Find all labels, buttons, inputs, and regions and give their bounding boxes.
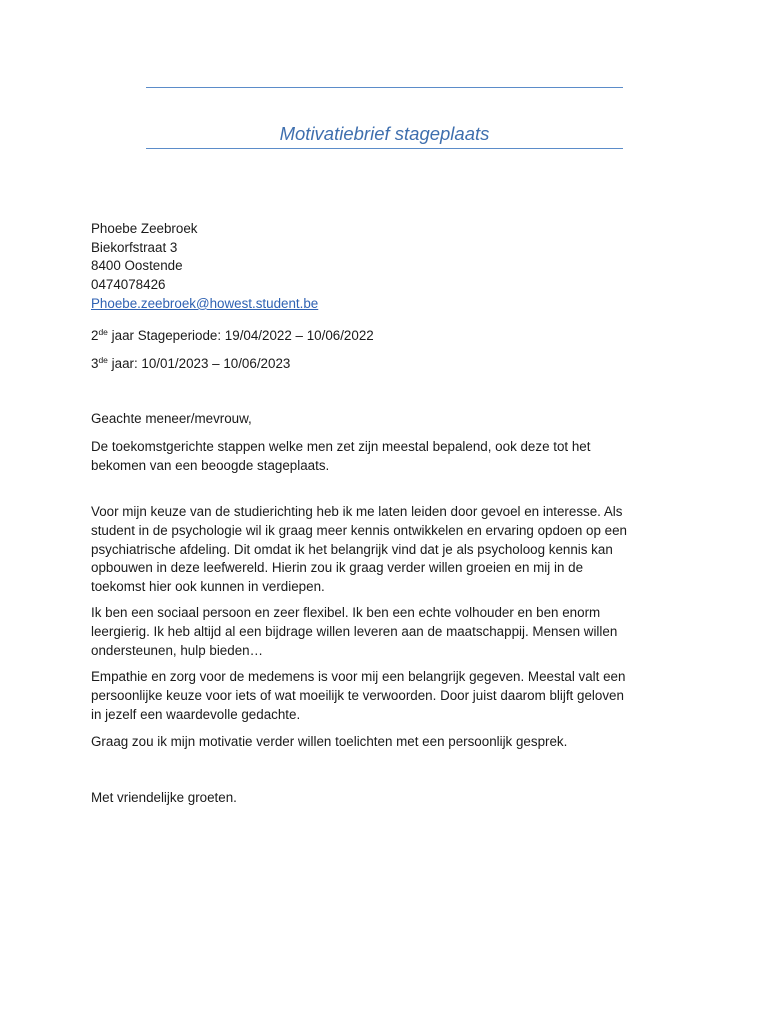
- paragraph-line: opbouwen in deze leefwereld. Hierin zou ik graag verder willen groeien en mij in de: [91, 560, 584, 576]
- paragraph-line: Voor mijn keuze van de studierichting heb ik me laten leiden door gevoel en interesse. Als: [91, 504, 623, 519]
- paragraph-5: [91, 733, 681, 752]
- paragraph-line: psychiatrische afdeling. Dit omdat ik het belangrijk vind dat je als psycholoog kennis kan: [91, 541, 613, 557]
- sender-street: Biekorfstraat 3: [91, 239, 178, 255]
- paragraph-line: bekomen van een beoogde stageplaats.: [91, 457, 330, 473]
- closing: [91, 789, 681, 808]
- period-year-number: 2: [91, 328, 99, 343]
- sender-email-link[interactable]: Phoebe.zeebroek@howest.student.be: [91, 295, 319, 311]
- period-year-number: 3: [91, 356, 99, 371]
- period-year-suffix: de: [98, 327, 108, 337]
- document-title: Motivatiebrief stageplaats: [279, 123, 490, 144]
- paragraph-line: persoonlijke keuze voor iets of wat moeilijk te verwoorden. Door juist daarom blijft geloven: [91, 687, 624, 703]
- internship-period-year-2: [91, 327, 374, 345]
- paragraph-3: [91, 604, 681, 660]
- paragraph-line: leergierig. Ik heb altijd al een bijdrage willen leveren aan de maatschappij. Mensen willen: [91, 623, 618, 639]
- salutation-text: Geachte meneer/mevrouw,: [91, 411, 252, 426]
- sender-city: 8400 Oostende: [91, 258, 183, 274]
- title-rule-bottom: [146, 148, 623, 149]
- paragraph-line: in jezelf een waardevolle gedachte.: [91, 706, 301, 722]
- sender-address-block: [91, 220, 681, 314]
- internship-period-year-3: [91, 355, 290, 373]
- title-rule-top: [146, 87, 623, 88]
- sender-email-line: [91, 295, 681, 314]
- paragraph-line: Empathie en zorg voor de medemens is voor mij een belangrijk gegeven. Meestal valt een: [91, 669, 626, 684]
- period-text: jaar: 10/01/2023 – 10/06/2023: [107, 356, 291, 371]
- sender-name: Phoebe Zeebroek: [91, 221, 198, 236]
- paragraph-line: Graag zou ik mijn motivatie verder willen toelichten met een persoonlijk gesprek.: [91, 734, 568, 749]
- paragraph-line: student in de psychologie wil ik graag meer kennis ontwikkelen en ervaring opdoen op een: [91, 522, 627, 538]
- closing-text: Met vriendelijke groeten.: [91, 790, 237, 805]
- period-year-suffix: de: [98, 355, 108, 365]
- paragraph-line: Ik ben een sociaal persoon en zeer flexibel. Ik ben een echte volhouder en ben enorm: [91, 605, 601, 620]
- paragraph-line: De toekomstgerichte stappen welke men zet zijn meestal bepalend, ook deze tot het: [91, 439, 591, 454]
- sender-phone: 0474078426: [91, 277, 166, 293]
- paragraph-line: toekomst hier ook kunnen in verdiepen.: [91, 579, 325, 595]
- paragraph-2: [91, 503, 681, 597]
- paragraph-1: [91, 438, 681, 476]
- period-text: jaar Stageperiode: 19/04/2022 – 10/06/2022: [107, 328, 374, 343]
- paragraph-4: [91, 668, 681, 724]
- paragraph-line: ondersteunen, hulp bieden…: [91, 642, 263, 658]
- salutation: [91, 410, 681, 429]
